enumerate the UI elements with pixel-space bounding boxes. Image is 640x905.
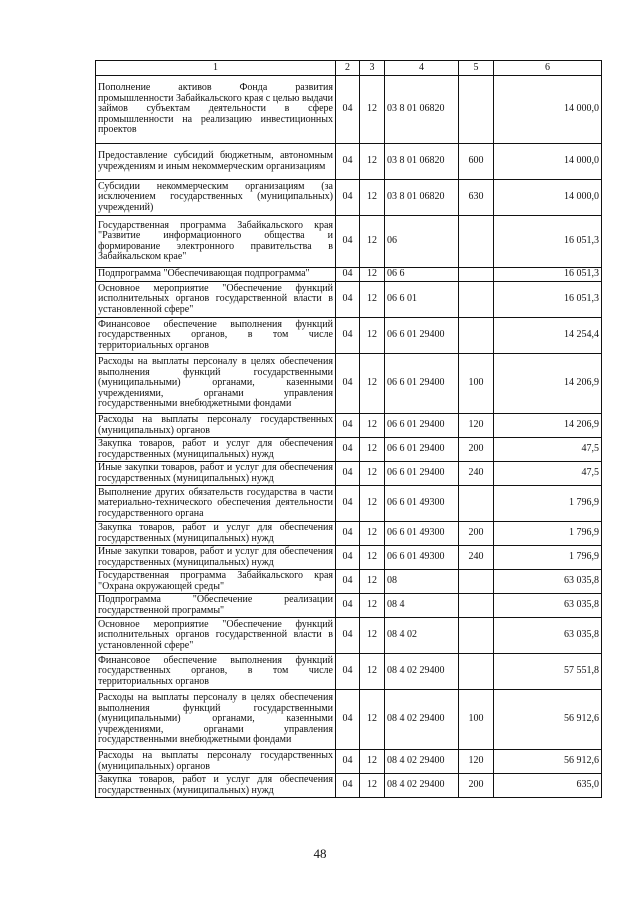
table-row bbox=[96, 486, 602, 522]
row-section-cell: 04 bbox=[336, 618, 360, 654]
row-expense-type-cell bbox=[459, 618, 494, 654]
row-name-cell: Финансовое обеспечение выполнения функций государственных органов, в том числе территориальных органов bbox=[96, 654, 336, 690]
row-expense-type-cell bbox=[459, 486, 494, 522]
row-amount-cell: 63 035,8 bbox=[494, 594, 602, 618]
row-expense-type-cell bbox=[459, 216, 494, 268]
row-subsection-cell: 12 bbox=[360, 570, 385, 594]
row-target-code-cell: 06 bbox=[385, 216, 459, 268]
row-section-cell: 04 bbox=[336, 318, 360, 354]
row-section-cell: 04 bbox=[336, 690, 360, 750]
row-expense-type-cell bbox=[459, 654, 494, 690]
row-amount-cell: 1 796,9 bbox=[494, 522, 602, 546]
row-amount-cell: 16 051,3 bbox=[494, 268, 602, 282]
row-section-cell: 04 bbox=[336, 750, 360, 774]
table-row bbox=[96, 268, 602, 282]
row-subsection-cell: 12 bbox=[360, 750, 385, 774]
row-target-code-cell: 06 6 01 bbox=[385, 282, 459, 318]
row-expense-type-cell bbox=[459, 570, 494, 594]
row-section-cell: 04 bbox=[336, 144, 360, 180]
row-section-cell: 04 bbox=[336, 354, 360, 414]
row-name-cell: Пополнение активов Фонда развития промышленности Забайкальского края с целью выдачи займов субъектам деятельности в сфере промышленности на реализацию инвестиционных проектов bbox=[96, 76, 336, 144]
row-amount-cell: 56 912,6 bbox=[494, 750, 602, 774]
row-expense-type-cell: 240 bbox=[459, 546, 494, 570]
row-target-code-cell: 08 4 02 29400 bbox=[385, 750, 459, 774]
header-col-1: 1 bbox=[96, 61, 336, 76]
row-target-code-cell: 08 bbox=[385, 570, 459, 594]
row-expense-type-cell: 630 bbox=[459, 180, 494, 216]
row-section-cell: 04 bbox=[336, 414, 360, 438]
row-target-code-cell: 06 6 01 49300 bbox=[385, 546, 459, 570]
table-row bbox=[96, 570, 602, 594]
row-amount-cell: 56 912,6 bbox=[494, 690, 602, 750]
row-name-cell: Государственная программа Забайкальского края "Развитие информационного общества и формирование электронного правительства в Забайкальском крае" bbox=[96, 216, 336, 268]
row-name-cell: Основное мероприятие "Обеспечение функций исполнительных органов государственной власти в установленной сфере" bbox=[96, 282, 336, 318]
row-amount-cell: 47,5 bbox=[494, 462, 602, 486]
row-target-code-cell: 06 6 01 29400 bbox=[385, 438, 459, 462]
row-section-cell: 04 bbox=[336, 268, 360, 282]
table-row bbox=[96, 594, 602, 618]
row-amount-cell: 14 206,9 bbox=[494, 414, 602, 438]
row-section-cell: 04 bbox=[336, 76, 360, 144]
row-subsection-cell: 12 bbox=[360, 690, 385, 750]
row-subsection-cell: 12 bbox=[360, 594, 385, 618]
row-subsection-cell: 12 bbox=[360, 438, 385, 462]
row-expense-type-cell: 100 bbox=[459, 690, 494, 750]
table-row bbox=[96, 354, 602, 414]
row-amount-cell: 14 000,0 bbox=[494, 180, 602, 216]
header-row bbox=[96, 61, 602, 76]
table-row bbox=[96, 414, 602, 438]
table-row bbox=[96, 438, 602, 462]
row-name-cell: Государственная программа Забайкальского края "Охрана окружающей среды" bbox=[96, 570, 336, 594]
row-name-cell: Подпрограмма "Обеспечение реализации государственной программы" bbox=[96, 594, 336, 618]
row-expense-type-cell bbox=[459, 76, 494, 144]
row-amount-cell: 14 254,4 bbox=[494, 318, 602, 354]
row-subsection-cell: 12 bbox=[360, 318, 385, 354]
table-row bbox=[96, 282, 602, 318]
row-expense-type-cell: 600 bbox=[459, 144, 494, 180]
table-row bbox=[96, 618, 602, 654]
row-target-code-cell: 06 6 bbox=[385, 268, 459, 282]
row-amount-cell: 63 035,8 bbox=[494, 618, 602, 654]
row-subsection-cell: 12 bbox=[360, 774, 385, 798]
row-subsection-cell: 12 bbox=[360, 216, 385, 268]
row-target-code-cell: 08 4 bbox=[385, 594, 459, 618]
row-name-cell: Расходы на выплаты персоналу государственных (муниципальных) органов bbox=[96, 414, 336, 438]
row-name-cell: Предоставление субсидий бюджетным, автономным учреждениям и иным некоммерческим организациям bbox=[96, 144, 336, 180]
row-expense-type-cell: 200 bbox=[459, 438, 494, 462]
row-name-cell: Закупка товаров, работ и услуг для обеспечения государственных (муниципальных) нужд bbox=[96, 774, 336, 798]
row-section-cell: 04 bbox=[336, 486, 360, 522]
row-target-code-cell: 06 6 01 29400 bbox=[385, 318, 459, 354]
row-name-cell: Закупка товаров, работ и услуг для обеспечения государственных (муниципальных) нужд bbox=[96, 522, 336, 546]
header-col-5: 5 bbox=[459, 61, 494, 76]
row-target-code-cell: 06 6 01 29400 bbox=[385, 414, 459, 438]
row-expense-type-cell: 120 bbox=[459, 414, 494, 438]
row-section-cell: 04 bbox=[336, 522, 360, 546]
row-amount-cell: 63 035,8 bbox=[494, 570, 602, 594]
row-subsection-cell: 12 bbox=[360, 354, 385, 414]
row-target-code-cell: 03 8 01 06820 bbox=[385, 180, 459, 216]
table-row bbox=[96, 654, 602, 690]
row-name-cell: Закупка товаров, работ и услуг для обеспечения государственных (муниципальных) нужд bbox=[96, 438, 336, 462]
row-target-code-cell: 03 8 01 06820 bbox=[385, 144, 459, 180]
row-subsection-cell: 12 bbox=[360, 618, 385, 654]
row-expense-type-cell: 100 bbox=[459, 354, 494, 414]
row-section-cell: 04 bbox=[336, 216, 360, 268]
row-name-cell: Иные закупки товаров, работ и услуг для обеспечения государственных (муниципальных) нужд bbox=[96, 546, 336, 570]
row-subsection-cell: 12 bbox=[360, 414, 385, 438]
table-row bbox=[96, 144, 602, 180]
table-row bbox=[96, 76, 602, 144]
row-amount-cell: 16 051,3 bbox=[494, 216, 602, 268]
row-expense-type-cell bbox=[459, 282, 494, 318]
row-amount-cell: 1 796,9 bbox=[494, 546, 602, 570]
row-target-code-cell: 03 8 01 06820 bbox=[385, 76, 459, 144]
row-expense-type-cell: 240 bbox=[459, 462, 494, 486]
row-amount-cell: 16 051,3 bbox=[494, 282, 602, 318]
row-subsection-cell: 12 bbox=[360, 282, 385, 318]
row-expense-type-cell bbox=[459, 318, 494, 354]
table-row bbox=[96, 774, 602, 798]
table-body bbox=[96, 76, 602, 798]
row-subsection-cell: 12 bbox=[360, 486, 385, 522]
table-row bbox=[96, 690, 602, 750]
row-section-cell: 04 bbox=[336, 462, 360, 486]
row-expense-type-cell: 200 bbox=[459, 774, 494, 798]
page-number: 48 bbox=[313, 846, 327, 861]
row-name-cell: Подпрограмма "Обеспечивающая подпрограмма" bbox=[96, 268, 336, 282]
table-row bbox=[96, 462, 602, 486]
row-name-cell: Основное мероприятие "Обеспечение функций исполнительных органов государственной власти в установленной сфере" bbox=[96, 618, 336, 654]
table-row bbox=[96, 216, 602, 268]
row-expense-type-cell: 200 bbox=[459, 522, 494, 546]
row-target-code-cell: 08 4 02 bbox=[385, 618, 459, 654]
row-section-cell: 04 bbox=[336, 546, 360, 570]
row-expense-type-cell bbox=[459, 594, 494, 618]
row-name-cell: Выполнение других обязательств государства в части материально-технического обеспечения деятельности государственного органа bbox=[96, 486, 336, 522]
row-amount-cell: 1 796,9 bbox=[494, 486, 602, 522]
row-subsection-cell: 12 bbox=[360, 180, 385, 216]
row-name-cell: Расходы на выплаты персоналу в целях обеспечения выполнения функций государственными (муниципальными) органами, казенными учреждениями, органами управления государственными внебюджетными фондами bbox=[96, 354, 336, 414]
row-amount-cell: 57 551,8 bbox=[494, 654, 602, 690]
table-row bbox=[96, 522, 602, 546]
row-target-code-cell: 08 4 02 29400 bbox=[385, 654, 459, 690]
header-col-6: 6 bbox=[494, 61, 602, 76]
row-target-code-cell: 06 6 01 29400 bbox=[385, 462, 459, 486]
row-target-code-cell: 08 4 02 29400 bbox=[385, 690, 459, 750]
row-target-code-cell: 06 6 01 49300 bbox=[385, 522, 459, 546]
row-amount-cell: 635,0 bbox=[494, 774, 602, 798]
table-row bbox=[96, 546, 602, 570]
row-section-cell: 04 bbox=[336, 282, 360, 318]
row-section-cell: 04 bbox=[336, 774, 360, 798]
row-amount-cell: 14 000,0 bbox=[494, 144, 602, 180]
row-section-cell: 04 bbox=[336, 180, 360, 216]
row-target-code-cell: 08 4 02 29400 bbox=[385, 774, 459, 798]
row-section-cell: 04 bbox=[336, 570, 360, 594]
row-section-cell: 04 bbox=[336, 654, 360, 690]
table-row bbox=[96, 318, 602, 354]
row-target-code-cell: 06 6 01 29400 bbox=[385, 354, 459, 414]
row-name-cell: Финансовое обеспечение выполнения функций государственных органов, в том числе территориальных органов bbox=[96, 318, 336, 354]
row-subsection-cell: 12 bbox=[360, 654, 385, 690]
row-subsection-cell: 12 bbox=[360, 76, 385, 144]
row-amount-cell: 14 206,9 bbox=[494, 354, 602, 414]
row-expense-type-cell bbox=[459, 268, 494, 282]
row-target-code-cell: 06 6 01 49300 bbox=[385, 486, 459, 522]
row-subsection-cell: 12 bbox=[360, 462, 385, 486]
row-subsection-cell: 12 bbox=[360, 144, 385, 180]
row-subsection-cell: 12 bbox=[360, 268, 385, 282]
table-row bbox=[96, 750, 602, 774]
row-name-cell: Расходы на выплаты персоналу в целях обеспечения выполнения функций государственными (муниципальными) органами, казенными учреждениями, органами управления государственными внебюджетными фондами bbox=[96, 690, 336, 750]
row-section-cell: 04 bbox=[336, 438, 360, 462]
header-col-3: 3 bbox=[360, 61, 385, 76]
row-name-cell: Расходы на выплаты персоналу государственных (муниципальных) органов bbox=[96, 750, 336, 774]
budget-table bbox=[95, 60, 602, 798]
row-subsection-cell: 12 bbox=[360, 522, 385, 546]
row-name-cell: Иные закупки товаров, работ и услуг для обеспечения государственных (муниципальных) нужд bbox=[96, 462, 336, 486]
row-amount-cell: 14 000,0 bbox=[494, 76, 602, 144]
row-amount-cell: 47,5 bbox=[494, 438, 602, 462]
row-name-cell: Субсидии некоммерческим организациям (за исключением государственных (муниципальных) учреждений) bbox=[96, 180, 336, 216]
header-col-4: 4 bbox=[385, 61, 459, 76]
row-subsection-cell: 12 bbox=[360, 546, 385, 570]
table-row bbox=[96, 180, 602, 216]
header-col-2: 2 bbox=[336, 61, 360, 76]
row-expense-type-cell: 120 bbox=[459, 750, 494, 774]
row-section-cell: 04 bbox=[336, 594, 360, 618]
